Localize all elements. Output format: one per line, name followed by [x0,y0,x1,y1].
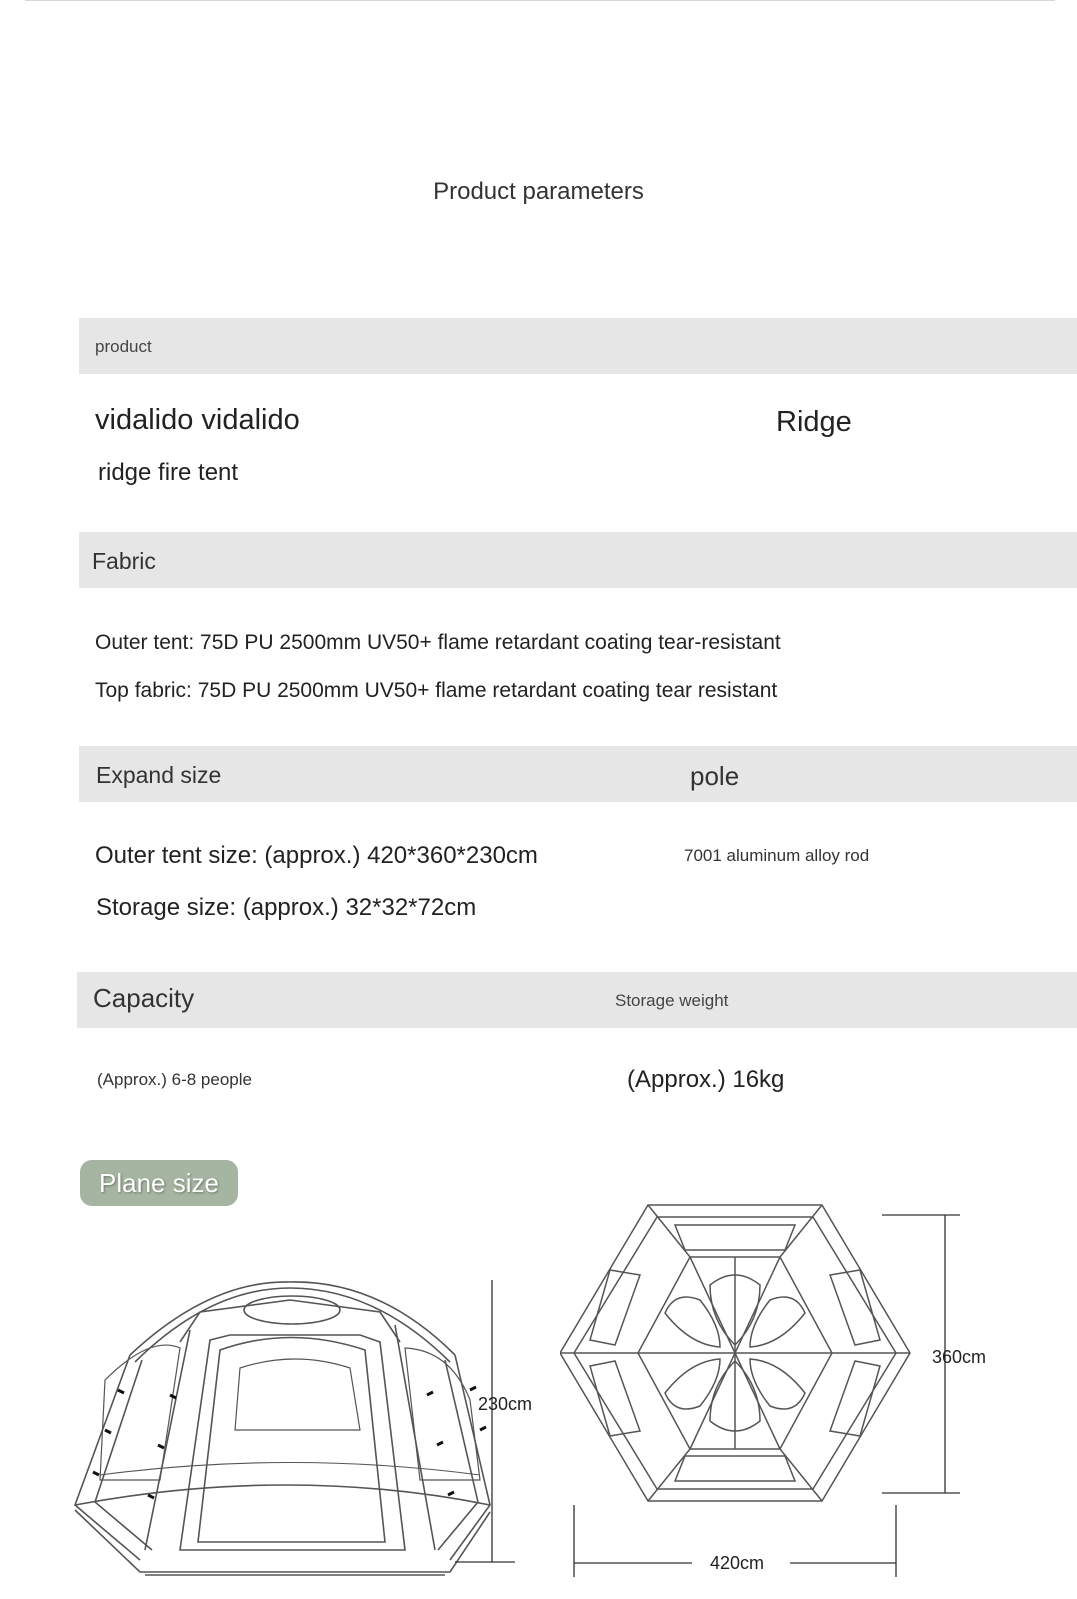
expand-header-bar [79,746,1077,802]
hexagon-outline [560,1205,910,1501]
capacity-value: (Approx.) 6-8 people [97,1070,252,1089]
fabric-top: Top fabric: 75D PU 2500mm UV50+ flame retardant coating tear resistant [95,679,778,702]
fabric-header-bar [79,532,1077,588]
tent-side-outline [75,1282,490,1575]
product-name-line2: ridge fire tent [98,459,239,486]
depth-dimension-label: 360cm [932,1347,987,1367]
fabric-outer-tent: Outer tent: 75D PU 2500mm UV50+ flame retardant coating tear-resistant [95,631,781,654]
expand-size-label: Expand size [96,762,222,788]
storage-weight-label: Storage weight [615,991,729,1010]
product-model: Ridge [776,406,852,438]
height-dimension-label: 230cm [478,1394,533,1414]
width-dimension-label: 420cm [710,1553,765,1573]
capacity-label: Capacity [93,983,195,1013]
outer-tent-size: Outer tent size: (approx.) 420*360*230cm [95,842,538,869]
tent-top-view-diagram [560,1195,1040,1590]
page-title: Product parameters [433,178,644,205]
top-divider [25,0,1055,1]
plane-size-badge: Plane size [80,1160,238,1206]
fabric-label: Fabric [92,548,156,574]
pole-clips [93,1387,486,1498]
capacity-header-bar [77,972,1077,1028]
tent-side-view-diagram [60,1280,580,1590]
pole-label: pole [690,761,740,791]
storage-size: Storage size: (approx.) 32*32*72cm [96,894,477,921]
product-name-line1: vidalido vidalido [95,404,300,436]
pole-value: 7001 aluminum alloy rod [684,846,870,865]
weight-value: (Approx.) 16kg [627,1066,785,1093]
product-label: product [95,337,152,356]
product-header-bar [79,318,1077,374]
